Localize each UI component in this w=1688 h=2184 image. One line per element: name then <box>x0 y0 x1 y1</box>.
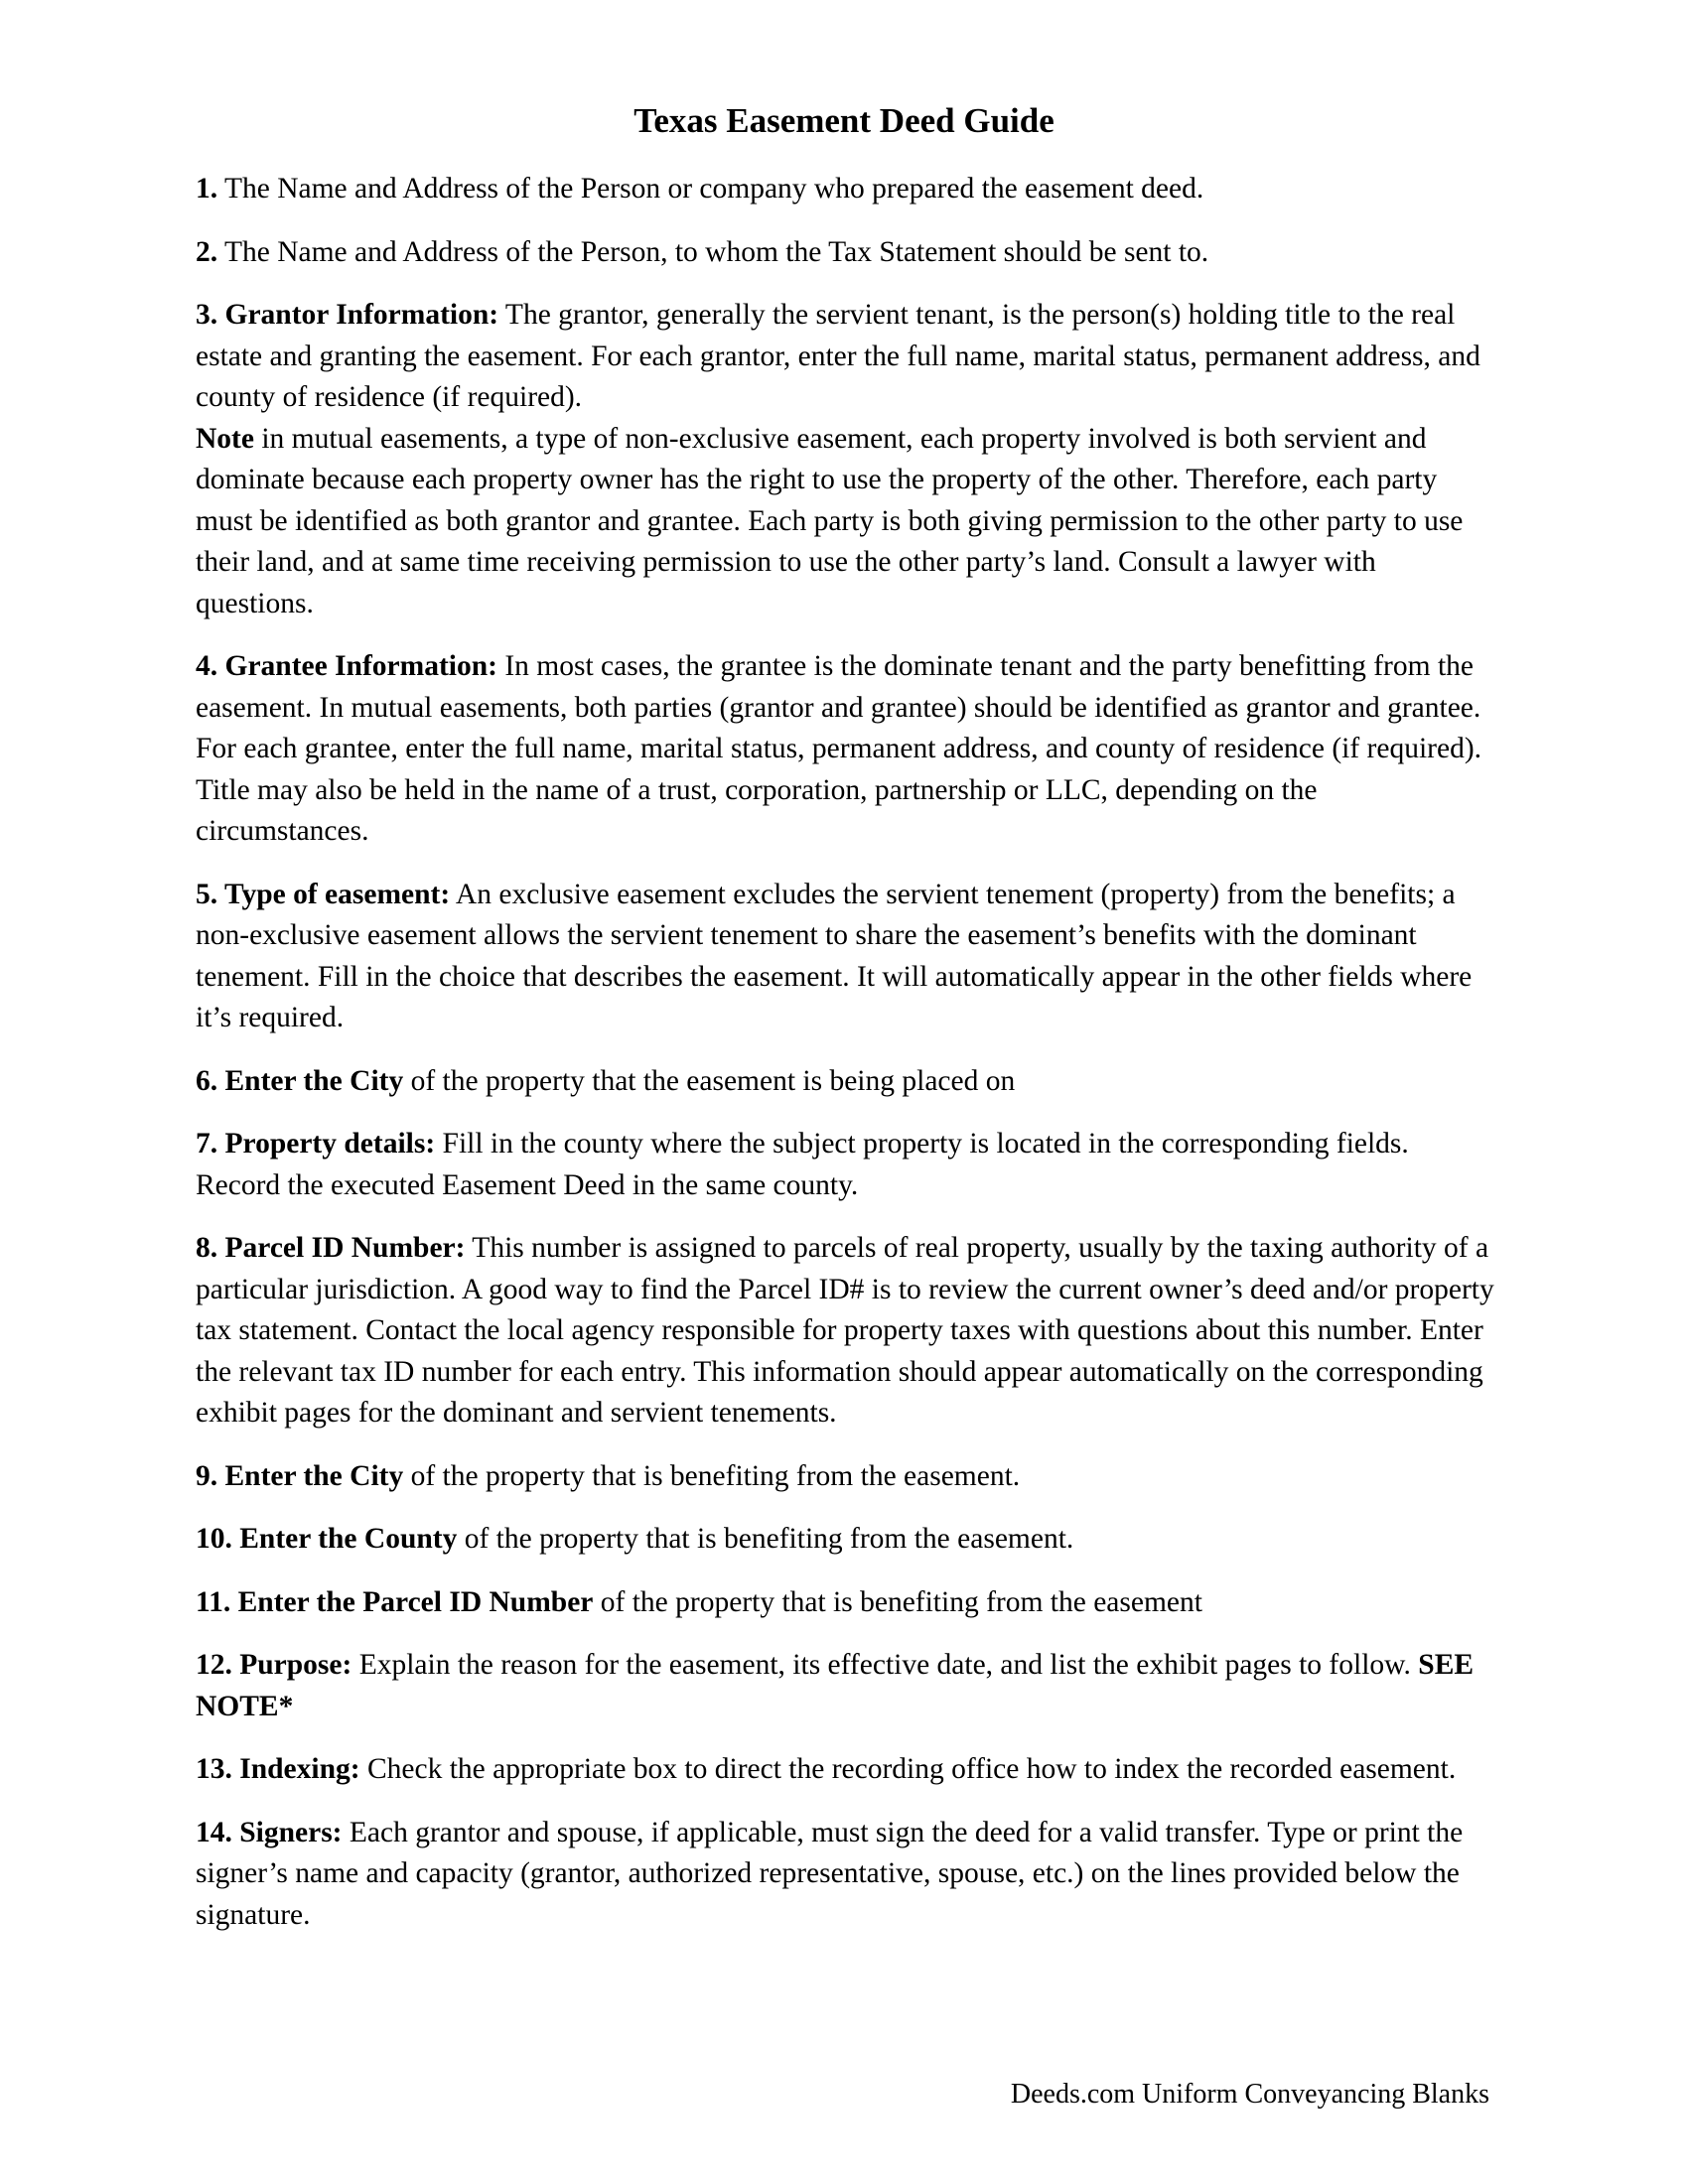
guide-item-1 <box>196 169 1496 210</box>
item-label: Grantor Information: <box>217 299 499 331</box>
item-number: 8. <box>196 1232 218 1264</box>
item-paragraph <box>196 646 1496 853</box>
guide-item-6 <box>196 1061 1496 1103</box>
guide-item-7 <box>196 1124 1496 1206</box>
guide-item-9 <box>196 1456 1496 1498</box>
item-paragraph <box>196 1645 1496 1727</box>
guide-item-5 <box>196 875 1496 1039</box>
item-label: Property details: <box>217 1128 436 1160</box>
item-paragraph <box>196 169 1496 210</box>
item-paragraph <box>196 875 1496 1039</box>
item-note <box>196 419 1496 625</box>
item-paragraph <box>196 295 1496 419</box>
item-text: of the property that is benefiting from the easement. <box>457 1523 1074 1555</box>
item-paragraph <box>196 1749 1496 1791</box>
see-note: SEE NOTE* <box>196 1649 1475 1722</box>
item-number: 12. <box>196 1649 232 1681</box>
note-label: Note <box>196 422 254 455</box>
item-paragraph <box>196 232 1496 274</box>
item-text: The Name and Address of the Person, to whom the Tax Statement should be sent to. <box>217 235 1209 268</box>
guide-item-11 <box>196 1582 1496 1624</box>
item-number: 4. <box>196 650 218 682</box>
guide-item-12 <box>196 1645 1496 1727</box>
item-text: In most cases, the grantee is the dominate tenant and the party benefitting from the easement. In mutual easements, both parties (grantor and grantee) should be identified as grantor and grantee. For each grantee, enter the full name, marital status, permanent address, and county of residence (if required). Title may also be held in the name of a trust, corporation, partnership or LLC, depending on the circumstances. <box>196 650 1482 847</box>
item-number: 11. <box>196 1585 231 1618</box>
item-label: Signers: <box>231 1816 343 1848</box>
item-paragraph <box>196 1582 1496 1624</box>
guide-item-2 <box>196 232 1496 274</box>
note-text: in mutual easements, a type of non-exclusive easement, each property involved is both servient and dominate because each property owner has the right to use the property of the other. Therefore, each party must be identified as both grantor and grantee. Each party is both giving permission to the other party to use their land, and at same time receiving permission to use the other party’s land. Consult a lawyer with questions. <box>196 422 1464 619</box>
item-label: Enter the County <box>231 1523 458 1555</box>
item-text: of the property that is benefiting from the easement <box>593 1585 1202 1618</box>
item-text: Each grantor and spouse, if applicable, must sign the deed for a valid transfer. Type or print the signer’s name and capacity (grantor, authorized representative, spouse, etc.) on the lines provided below the signature. <box>196 1816 1464 1931</box>
item-paragraph <box>196 1456 1496 1498</box>
item-text: Fill in the county where the subject property is located in the corresponding fields. Record the executed Easement Deed in the same county. <box>196 1128 1409 1201</box>
item-label: Purpose: <box>231 1649 352 1681</box>
item-text: Explain the reason for the easement, its effective date, and list the exhibit pages to follow. <box>352 1649 1419 1681</box>
item-text: of the property that is benefiting from the easement. <box>403 1459 1021 1492</box>
item-text: This number is assigned to parcels of real property, usually by the taxing authority of a particular jurisdiction. A good way to find the Parcel ID# is to review the current owner’s deed and/or property tax statement. Contact the local agency responsible for property taxes with questions about this number. Enter the relevant tax ID number for each entry. This information should appear automatically on the corresponding exhibit pages for the dominant and servient tenements. <box>196 1232 1494 1429</box>
guide-item-10 <box>196 1519 1496 1561</box>
item-paragraph <box>196 1228 1496 1434</box>
item-number: 10. <box>196 1523 232 1555</box>
item-text: Check the appropriate box to direct the recording office how to index the recorded easement. <box>359 1753 1457 1785</box>
item-number: 2. <box>196 235 218 268</box>
item-number: 1. <box>196 173 218 205</box>
guide-item-14 <box>196 1813 1496 1937</box>
guide-item-4 <box>196 646 1496 853</box>
item-number: 13. <box>196 1753 232 1785</box>
item-number: 5. <box>196 878 218 910</box>
guide-item-3 <box>196 295 1496 624</box>
item-paragraph <box>196 1061 1496 1103</box>
item-label: Enter the Parcel ID Number <box>230 1585 594 1618</box>
item-text: An exclusive easement excludes the servient tenement (property) from the benefits; a non-exclusive easement allows the servient tenement to share the easement’s benefits with the dominant tenement. Fill in the choice that describes the easement. It will automatically appear in the other fields where it’s required. <box>196 878 1473 1033</box>
item-text: The grantor, generally the servient tenant, is the person(s) holding title to the real estate and granting the easement. For each grantor, enter the full name, marital status, permanent address, and county of residence (if required). <box>196 299 1480 413</box>
page-title: Texas Easement Deed Guide <box>633 101 1055 140</box>
item-text: The Name and Address of the Person or company who prepared the easement deed. <box>217 173 1204 205</box>
guide-list <box>196 169 1496 1958</box>
page-footer: Deeds.com Uniform Conveyancing Blanks <box>1010 2079 1489 2110</box>
guide-item-8 <box>196 1228 1496 1434</box>
guide-item-13 <box>196 1749 1496 1791</box>
item-number: 9. <box>196 1459 218 1492</box>
item-number: 7. <box>196 1128 218 1160</box>
item-number: 3. <box>196 299 218 331</box>
item-label: Type of easement: <box>217 878 451 910</box>
item-label: Enter the City <box>217 1459 404 1492</box>
item-label: Grantee Information: <box>217 650 497 682</box>
item-number: 6. <box>196 1064 218 1097</box>
item-label: Parcel ID Number: <box>217 1232 466 1264</box>
item-number: 14. <box>196 1816 232 1848</box>
item-paragraph <box>196 1519 1496 1561</box>
item-paragraph <box>196 1813 1496 1937</box>
item-label: Enter the City <box>217 1064 404 1097</box>
item-label: Indexing: <box>231 1753 360 1785</box>
item-text: of the property that the easement is being placed on <box>403 1064 1016 1097</box>
item-paragraph <box>196 1124 1496 1206</box>
